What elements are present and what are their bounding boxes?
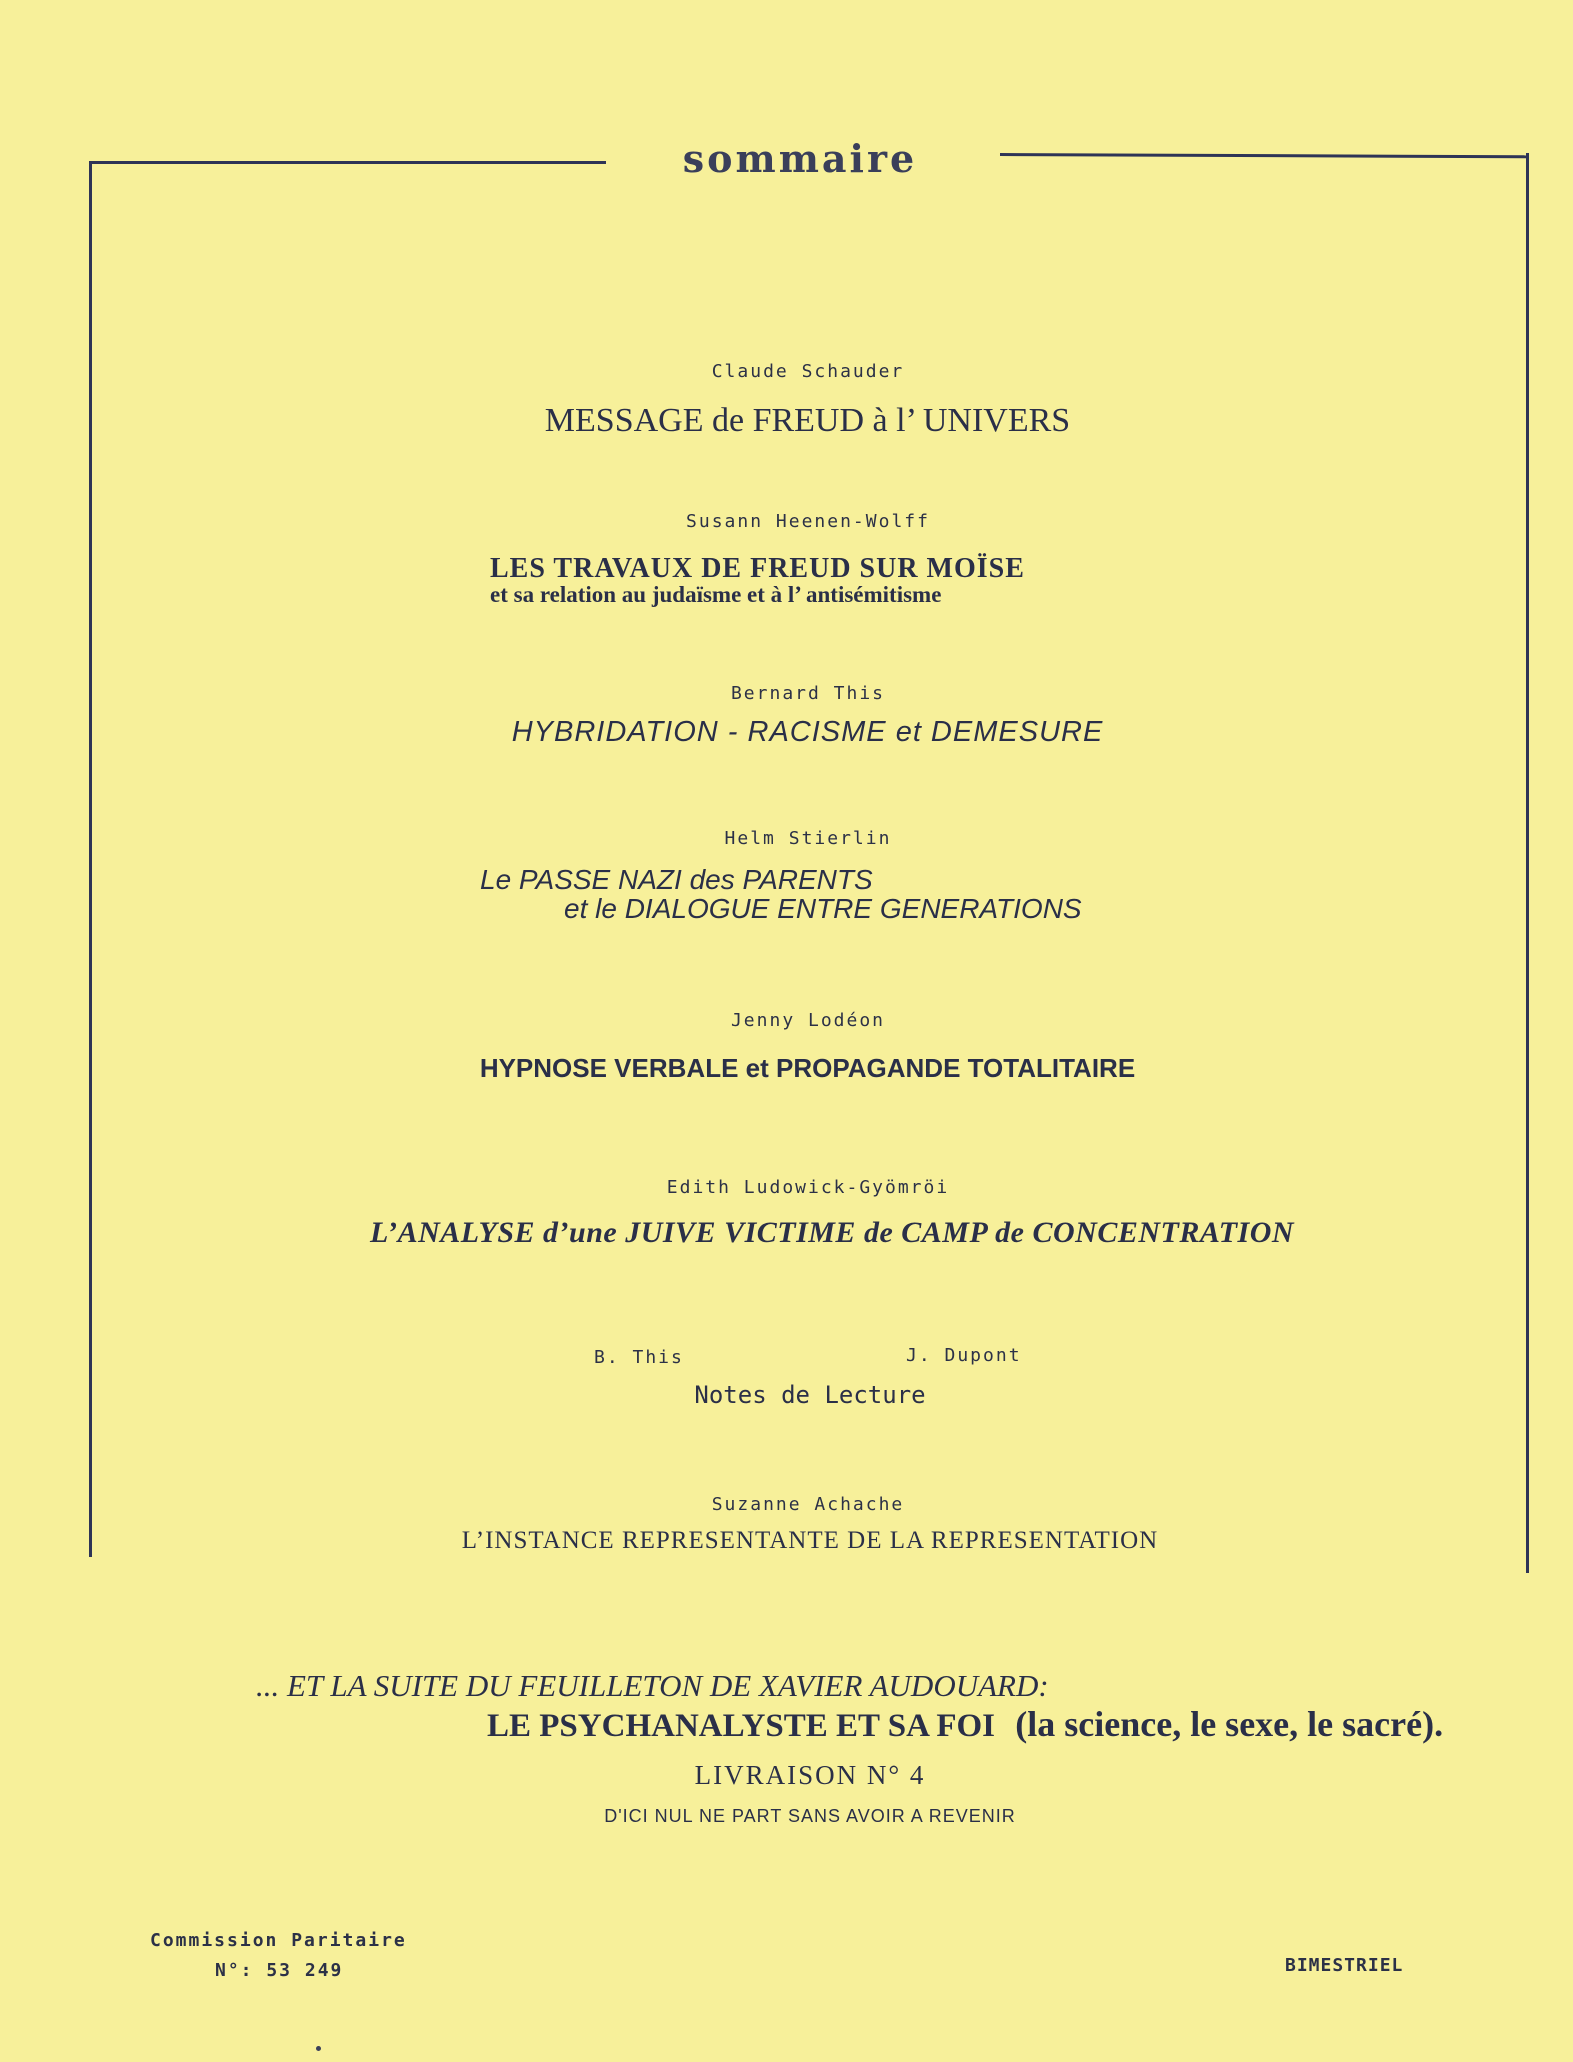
entry-1-title: MESSAGE de FREUD à l’ UNIVERS [544,402,1071,439]
serial-line-2 [487,1703,1443,1745]
entry-5-title: HYPNOSE VERBALE et PROPAGANDE TOTALITAIRE [479,1053,1136,1083]
entry-3-title: HYBRIDATION - RACISME et DEMESURE [511,716,1104,748]
entry-3-author: Bernard This [730,683,886,704]
entry-4-author: Helm Stierlin [724,828,892,849]
entry-8-title: L’INSTANCE REPRESENTANTE DE LA REPRESENTATION [461,1527,1159,1554]
decorative-dot [316,2046,321,2051]
serial-subtitle: (la science, le sexe, le sacré). [1015,1704,1444,1744]
frame-top-right-rule [1000,153,1528,158]
frame-top-left-rule [89,161,606,164]
entry-7-author-2: J. Dupont [906,1345,1022,1366]
entry-6-title: L’ANALYSE d’une JUIVE VICTIME de CAMP de CONCENTRATION [369,1216,1295,1249]
serial-title: LE PSYCHANALYSTE ET SA FOI [487,1708,996,1744]
commission-number: N°: 53 249 [215,1960,344,1981]
entry-1-author: Claude Schauder [711,361,905,382]
entry-8-author: Suzanne Achache [711,1494,905,1515]
serial-line-1: ... ET LA SUITE DU FEUILLETON DE XAVIER AUDOUARD: [256,1668,1049,1703]
entry-4-subtitle: et le DIALOGUE ENTRE GENERATIONS [564,893,1082,924]
entry-7-author: B. This [594,1347,684,1368]
entry-2-author: Susann Heenen-Wolff [686,511,930,532]
entry-4-title: Le PASSE NAZI des PARENTS [480,864,873,895]
frequency-label: BIMESTRIEL [1285,1955,1404,1976]
frame-left-rule [89,161,92,1557]
entry-6-author: Edith Ludowick-Gyömröi [666,1177,950,1198]
entry-2-title: LES TRAVAUX DE FREUD SUR MOÏSE [490,553,1025,584]
frame-right-rule [1526,153,1529,1573]
contents-heading: sommaire [682,136,918,181]
serial-delivery: LIVRAISON N° 4 [694,1760,926,1790]
serial-tagline: D'ICI NUL NE PART SANS AVOIR A REVENIR [604,1806,1016,1826]
commission-block [150,1926,407,1986]
commission-label: Commission Paritaire [150,1930,407,1951]
entry-7-title: Notes de Lecture [694,1381,926,1409]
entry-5-author: Jenny Lodéon [730,1010,886,1031]
entry-2-subtitle: et sa relation au judaïsme et à l’ antisémitisme [490,582,942,607]
